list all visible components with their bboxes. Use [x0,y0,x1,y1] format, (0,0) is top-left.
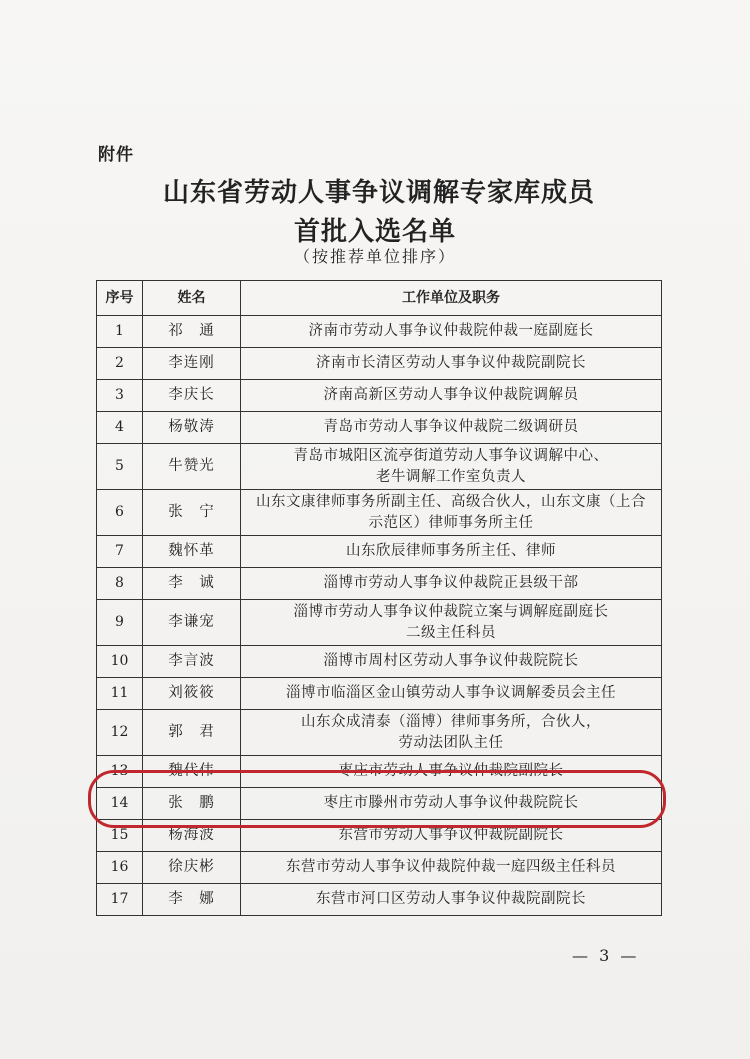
position-line: 劳动法团队主任 [398,734,504,751]
row-name: 魏代伟 [143,756,241,788]
position-line: 青岛市劳动人事争议仲裁院二级调研员 [323,419,579,435]
row-index: 13 [97,756,143,788]
position-line: 山东文康律师事务所副主任、高级合伙人，山东文康（上合 [256,493,646,510]
row-name: 刘筱筱 [143,678,241,710]
row-position [241,852,662,884]
row-index: 14 [97,788,143,820]
position-line: 淄博市劳动人事争议仲裁院立案与调解庭副庭长 [293,603,609,620]
table-row [97,348,662,380]
position-line: 枣庄市滕州市劳动人事争议仲裁院院长 [323,795,579,811]
row-name: 李 诚 [143,568,241,600]
position-line: 东营市劳动人事争议仲裁院仲裁一庭四级主任科员 [286,859,616,875]
row-index: 15 [97,820,143,852]
document-title-line1: 山东省劳动人事争议调解专家库成员 [162,178,595,208]
row-index: 2 [97,348,143,380]
table-row [97,646,662,678]
row-name: 徐庆彬 [143,852,241,884]
row-name: 张 宁 [143,490,241,536]
header-index: 序号 [97,281,143,316]
table-row [97,756,662,788]
row-name: 魏怀革 [143,536,241,568]
row-index: 9 [97,600,143,646]
table-row [97,852,662,884]
row-position [241,412,662,444]
page-number: — 3 — [572,946,640,965]
row-position [241,884,662,916]
position-line: 山东欣辰律师事务所主任、律师 [346,543,556,559]
position-line: 老牛调解工作室负责人 [376,468,526,485]
row-position [241,380,662,412]
row-position [241,820,662,852]
header-name: 姓名 [143,281,241,316]
table-body [97,316,662,916]
position-line: 济南高新区劳动人事争议仲裁院调解员 [323,387,579,403]
row-position [241,678,662,710]
row-name: 张 鹏 [143,788,241,820]
row-name: 李谦宠 [143,600,241,646]
position-line: 山东众成清泰（淄博）律师事务所，合伙人， [301,713,601,730]
row-position [241,490,662,536]
row-index: 3 [97,380,143,412]
table-row [97,820,662,852]
position-line: 青岛市城阳区流亭街道劳动人事争议调解中心、 [293,447,609,464]
row-position [241,536,662,568]
row-position [241,646,662,678]
row-position [241,568,662,600]
position-line: 示范区）律师事务所主任 [368,514,534,531]
row-index: 6 [97,490,143,536]
row-name: 李 娜 [143,884,241,916]
table-row [97,678,662,710]
table-row [97,490,662,536]
row-index: 7 [97,536,143,568]
row-position [241,316,662,348]
table-row [97,600,662,646]
position-line: 二级主任科员 [406,624,496,641]
document-subtitle: （按推荐单位排序） [293,247,456,266]
row-name: 李连刚 [143,348,241,380]
row-index: 8 [97,568,143,600]
row-position [241,756,662,788]
position-line: 东营市河口区劳动人事争议仲裁院副院长 [316,891,586,907]
table-row [97,884,662,916]
row-position [241,600,662,646]
row-index: 17 [97,884,143,916]
row-index: 1 [97,316,143,348]
table-row [97,444,662,490]
table-row [97,710,662,756]
table-row [97,316,662,348]
position-line: 淄博市临淄区金山镇劳动人事争议调解委员会主任 [286,685,616,701]
row-index: 10 [97,646,143,678]
row-index: 12 [97,710,143,756]
row-position [241,444,662,490]
row-index: 11 [97,678,143,710]
table-row [97,788,662,820]
row-position [241,348,662,380]
row-name: 祁 通 [143,316,241,348]
row-name: 郭 君 [143,710,241,756]
table-row [97,536,662,568]
position-line: 淄博市劳动人事争议仲裁院正县级干部 [323,575,579,591]
header-position: 工作单位及职务 [241,281,662,316]
table-row [97,412,662,444]
table-header-row [97,281,662,316]
table-row [97,568,662,600]
row-position [241,788,662,820]
position-line: 济南市劳动人事争议仲裁院仲裁一庭副庭长 [308,323,594,339]
row-name: 杨海波 [143,820,241,852]
position-line: 济南市长清区劳动人事争议仲裁院副院长 [316,355,586,371]
row-index: 4 [97,412,143,444]
attachment-label: 附件 [98,145,134,165]
table-row [97,380,662,412]
roster-table [96,280,662,916]
position-line: 东营市劳动人事争议仲裁院副院长 [338,827,564,843]
row-name: 杨敬涛 [143,412,241,444]
row-position [241,710,662,756]
row-index: 5 [97,444,143,490]
row-name: 李言波 [143,646,241,678]
row-index: 16 [97,852,143,884]
position-line: 淄博市周村区劳动人事争议仲裁院院长 [323,653,579,669]
document-title-line2: 首批入选名单 [293,217,456,247]
row-name: 牛赞光 [143,444,241,490]
row-name: 李庆长 [143,380,241,412]
position-line: 枣庄市劳动人事争议仲裁院副院长 [338,763,564,779]
